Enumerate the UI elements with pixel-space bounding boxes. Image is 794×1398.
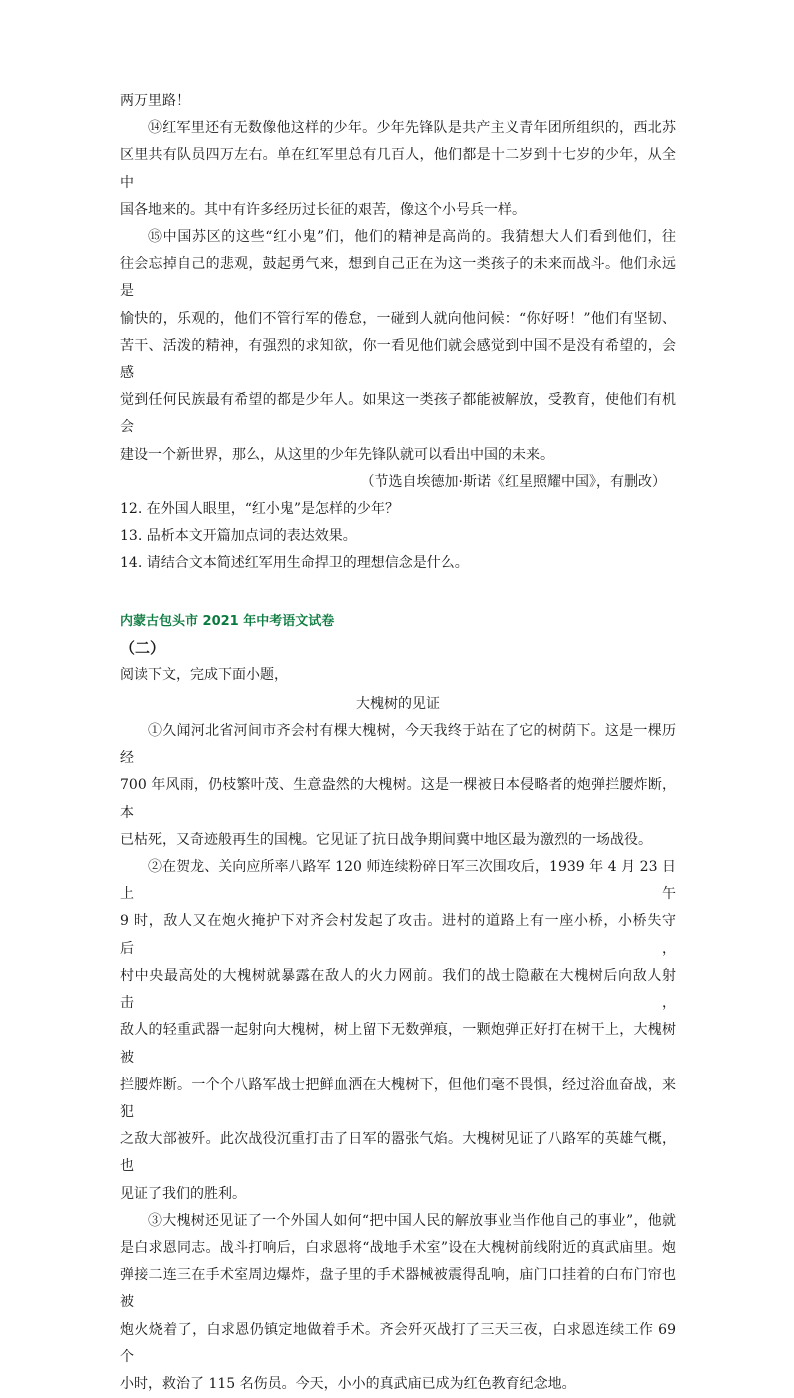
paragraph-line: 觉到任何民族最有希望的都是少年人。如果这一类孩子都能被解放，受教育，使他们有机会 [120, 392, 676, 436]
question-13: 13. 品析本文开篇加点词的表达效果。 [120, 528, 357, 545]
article-paragraph-1 [120, 718, 676, 854]
reading-instruction: 阅读下文，完成下面小题， [120, 666, 288, 683]
paragraph-line: 敌人的轻重武器一起射向大槐树，树上留下无数弹痕，一颗炮弹正好打在树干上，大槐树被 [120, 1022, 676, 1066]
question-list [120, 496, 676, 578]
article-paragraph-2 [120, 854, 676, 1208]
document-page [120, 88, 676, 1398]
paragraph-line: 9 时，敌人又在炮火掩护下对齐会村发起了攻击。进村的道路上有一座小桥，小桥失守后， [120, 913, 676, 957]
paragraph-14 [120, 115, 676, 224]
passage1-tail: 两万里路！ [120, 93, 190, 109]
section-label: （二） [120, 638, 166, 657]
article-title: 大槐树的见证 [356, 695, 440, 712]
paragraph-line: 见证了我们的胜利。 [120, 1185, 246, 1202]
paragraph-line: ②在贺龙、关向应所率八路军 120 师连续粉碎日军三次围攻后，1939 年 4 月 23 日上午 [120, 859, 676, 903]
paragraph-line: 已枯死，又奇迹般再生的国槐。它见证了抗日战争期间冀中地区最为激烈的一场战役。 [120, 831, 652, 848]
paragraph-line: 拦腰炸断。一个个八路军战士把鲜血洒在大槐树下，但他们毫不畏惧，经过浴血奋战，来犯 [120, 1076, 676, 1120]
exam-source-title: 内蒙古包头市 2021 年中考语文试卷 [120, 613, 335, 629]
paragraph-line: ⑮中国苏区的这些“红小鬼”们，他们的精神是高尚的。我猜想大人们看到他们，往 [148, 229, 676, 246]
paragraph-line: 苦干、活泼的精神，有强烈的求知欲，你一看见他们就会感觉到中国不是没有希望的，会感 [120, 337, 676, 382]
paragraph-line: ①久闻河北省河间市齐会村有棵大槐树，今天我终于站在了它的树荫下。这是一棵历经 [120, 723, 676, 767]
paragraph-line: 区里共有队员四万左右。单在红军里总有几百人，他们都是十二岁到十七岁的少年，从全中 [120, 147, 676, 191]
paragraph-15 [120, 224, 676, 469]
article-paragraph-3 [120, 1208, 676, 1398]
paragraph-line: 700 年风雨，仍枝繁叶茂、生意盎然的大槐树。这是一棵被日本侵略者的炮弹拦腰炸断，本 [120, 777, 676, 821]
passage1-source: （节选自埃德加·斯诺《红星照耀中国》，有删改） [360, 473, 666, 490]
paragraph-line: 建设一个新世界，那么，从这里的少年先锋队就可以看出中国的未来。 [120, 446, 554, 463]
paragraph-line: 国各地来的。其中有许多经历过长征的艰苦，像这个小号兵一样。 [120, 201, 526, 218]
question-14: 14. 请结合文本简述红军用生命捍卫的理想信念是什么。 [120, 555, 469, 572]
paragraph-line: 炮火烧着了，白求恩仍镇定地做着手术。齐会歼灭战打了三天三夜，白求恩连续工作 69 个 [120, 1321, 676, 1365]
paragraph-line: ⑭红军里还有无数像他这样的少年。少年先锋队是共产主义青年团所组织的，西北苏 [148, 120, 676, 137]
paragraph-line: 小时，救治了 115 名伤员。今天，小小的真武庙已成为红色教育纪念地。 [120, 1375, 576, 1392]
paragraph-line: 之敌大部被歼。此次战役沉重打击了日军的嚣张气焰。大槐树见证了八路军的英雄气概，也 [120, 1131, 676, 1175]
paragraph-line: ③大槐树还见证了一个外国人如何“把中国人民的解放事业当作他自己的事业”，他就 [148, 1212, 676, 1229]
paragraph-line: 愉快的，乐观的，他们不管行军的倦怠，一碰到人就向他问候：“你好呀！”他们有坚韧、 [120, 310, 676, 327]
paragraph-line: 弹接二连三在手术室周边爆炸，盘子里的手术器械被震得乱响，庙门口挂着的白布门帘也被 [120, 1267, 676, 1311]
question-12: 12. 在外国人眼里，“红小鬼”是怎样的少年？ [120, 501, 400, 518]
paragraph-line: 往会忘掉自己的悲观，鼓起勇气来，想到自己正在为这一类孩子的未来而战斗。他们永远是 [120, 256, 676, 300]
paragraph-line: 是白求恩同志。战斗打响后，白求恩将“战地手术室”设在大槐树前线附近的真武庙里。炮 [120, 1239, 676, 1256]
paragraph-line: 村中央最高处的大槐树就暴露在敌人的火力网前。我们的战士隐蔽在大槐树后向敌人射击， [120, 967, 676, 1012]
